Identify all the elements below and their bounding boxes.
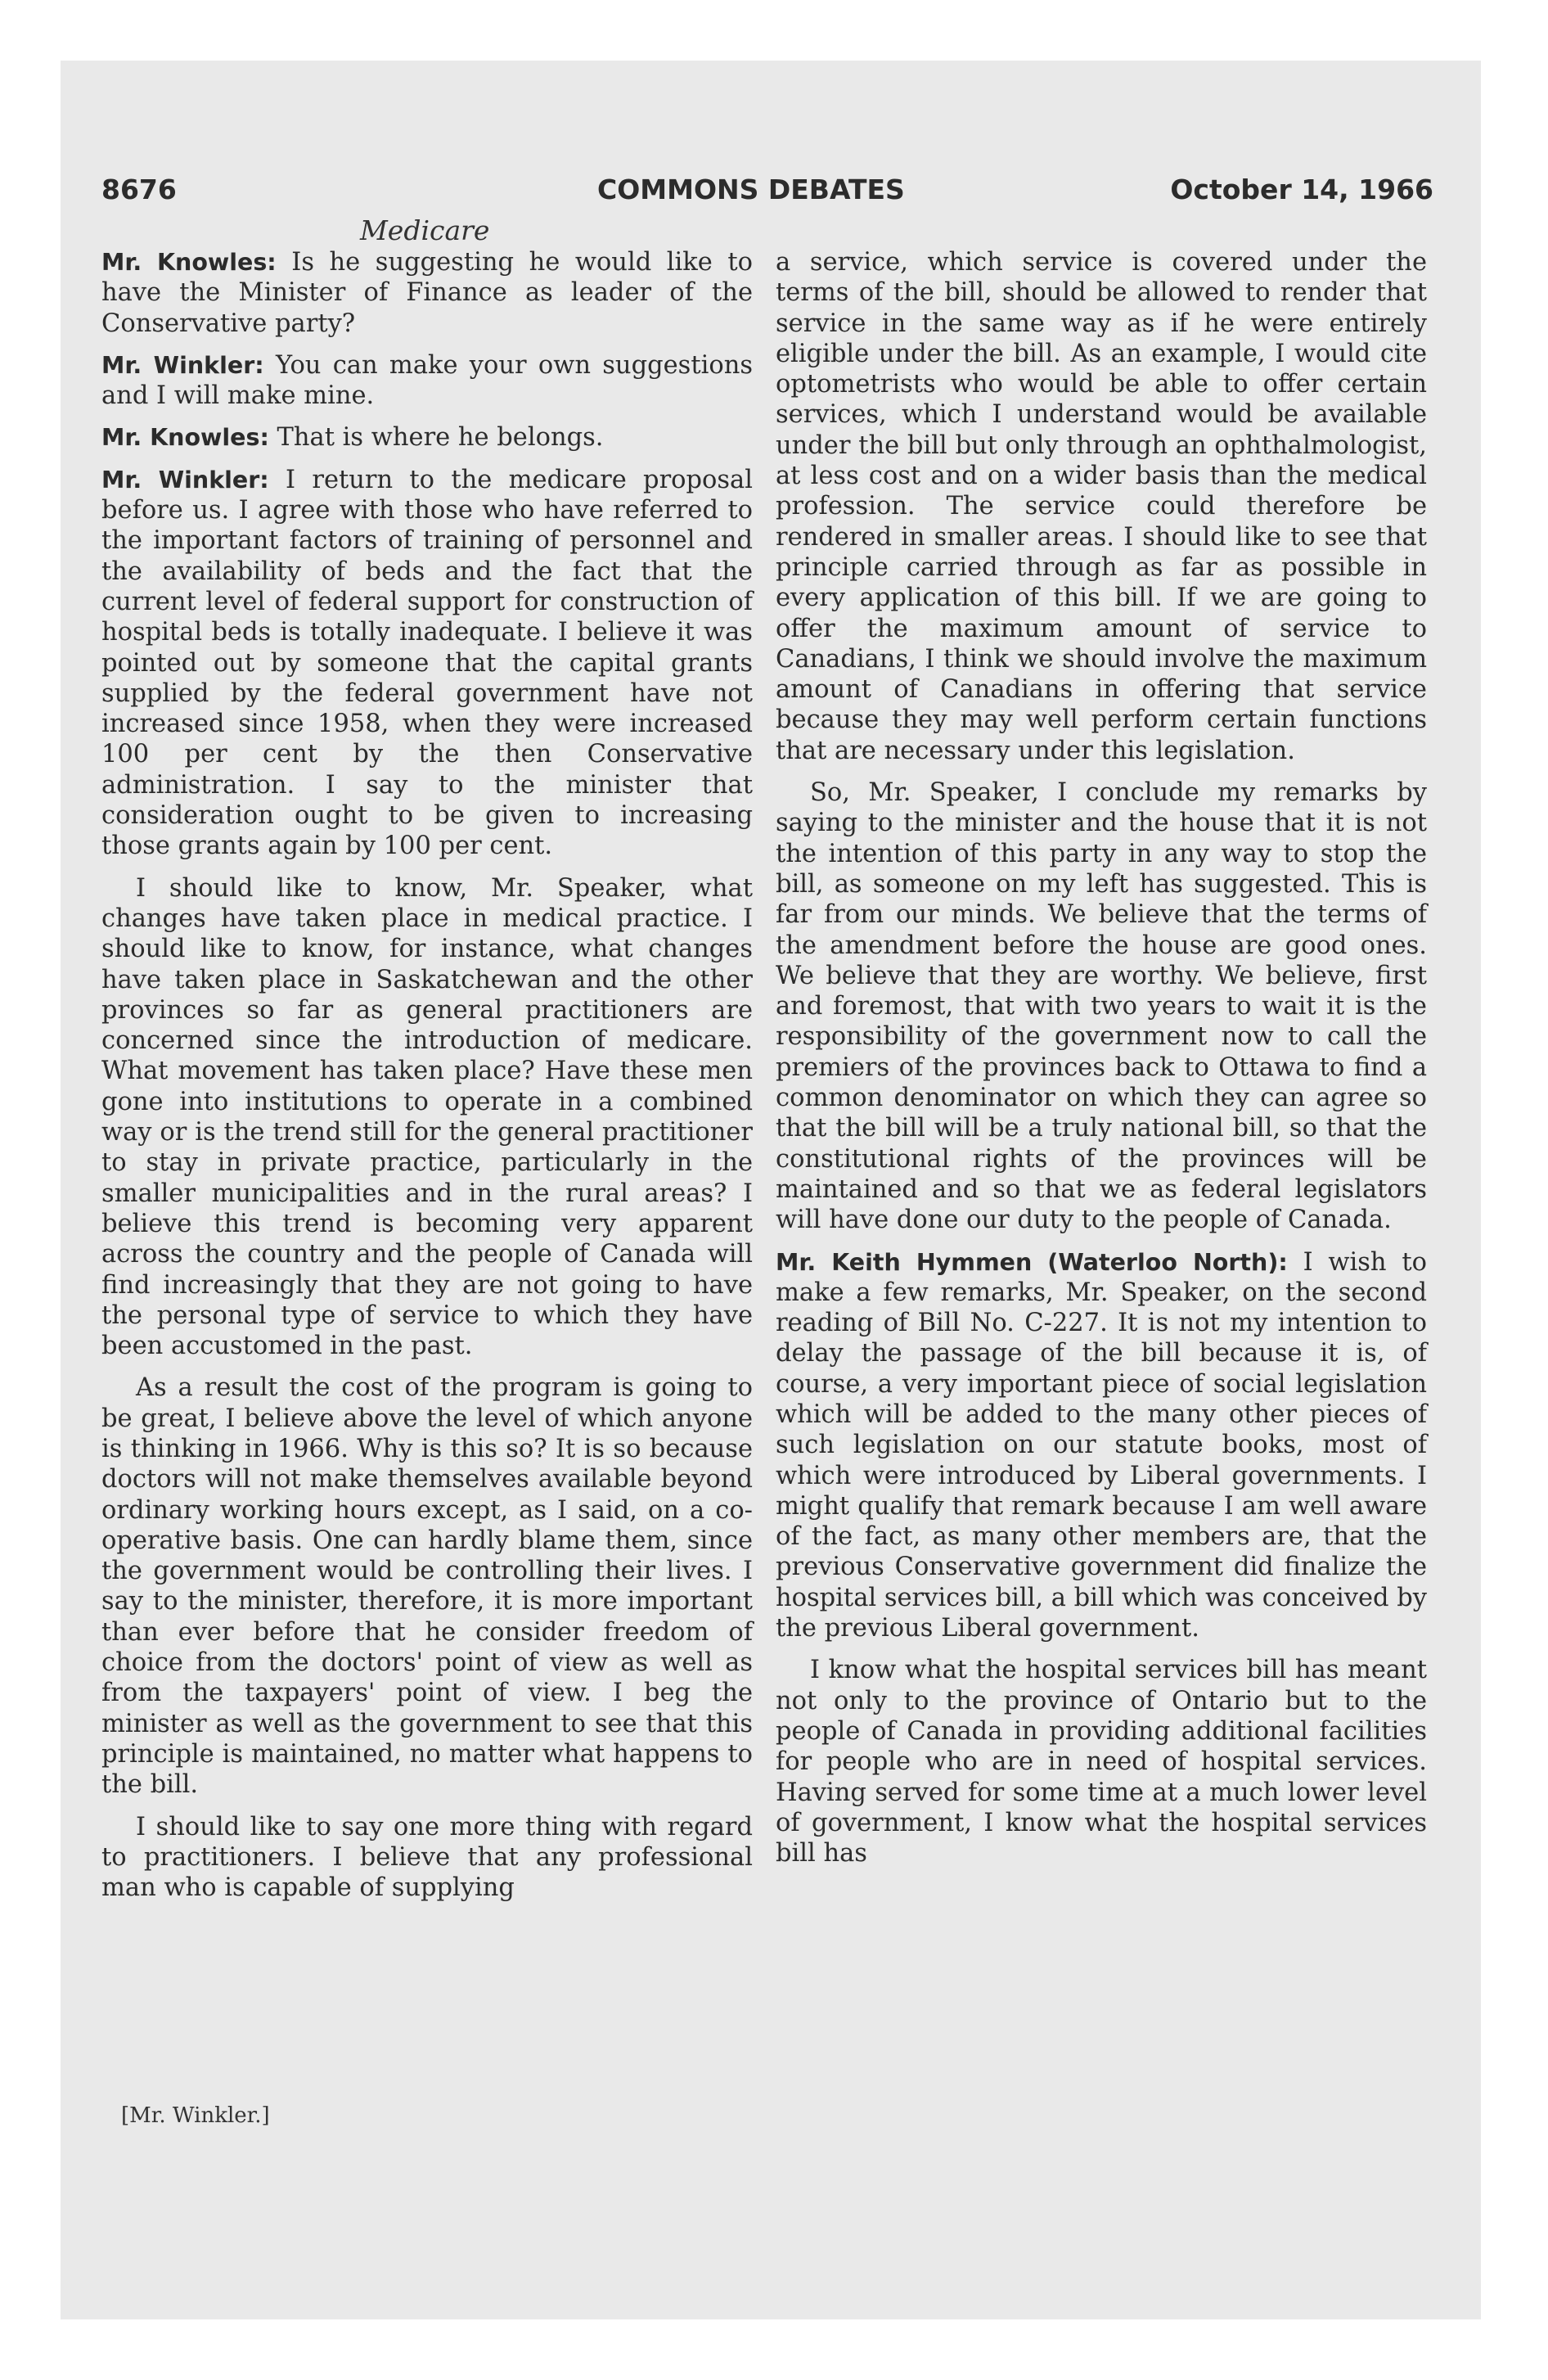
- paragraph: [776, 1247, 1427, 1644]
- paragraph: [776, 778, 1427, 1235]
- speaker-name: Mr. Knowles:: [101, 249, 277, 276]
- subject-heading: Medicare: [360, 214, 490, 246]
- paragraph: [101, 1373, 753, 1800]
- paragraph-text: I should like to know, Mr. Speaker, what changes have taken place in medical practice. I should like to know, for instance, what changes have taken place in Saskatchewan and the other provinces so far as general practitioners are concerned since the introduction of medicare. What movement has taken place? Have these men gone into institutions to operate in a combined way or is the trend still for the general practitioner to stay in private practice, particularly in the smaller municipalities and in the rural areas? I believe this trend is becoming very apparent across the country and the people of Canada will find increasingly that they are not going to have the personal type of service to which they have been accustomed in the past.: [101, 873, 753, 1361]
- paragraph: [101, 350, 753, 412]
- page-header: [101, 174, 1433, 214]
- right-column: [776, 247, 1427, 1880]
- publication-title: COMMONS DEBATES: [597, 174, 905, 205]
- paragraph-text: I return to the medicare proposal before us. I agree with those who have referred to the important factors of training of personnel and the availability of beds and the fact that the current level of federal support for construction of hospital beds is totally inadequate. I believe it was pointed out by someone that the capital grants supplied by the federal government have not increased since 1958, when they were increased 100 per cent by the then Conservative administration. I say to the minister that consideration ought to be given to increasing those grants again by 100 per cent.: [101, 465, 753, 861]
- paragraph: [101, 1812, 753, 1904]
- paragraph: [101, 247, 753, 339]
- paragraph-text: Is he suggesting he would like to have the Minister of Finance as leader of the Conservative party?: [101, 248, 754, 338]
- speaker-name: Mr. Winkler:: [101, 351, 264, 379]
- paragraph-text: So, Mr. Speaker, I conclude my remarks by saying to the minister and the house that it is not the intention of this party in any way to stop the bill, as someone on my left has suggested. This is far from our minds. We believe that the terms of the amendment before the house are good ones. We believe that they are worthy. We believe, first and foremost, that with two years to wait it is the responsibility of the government now to call the premiers of the provinces back to Ottawa to find a common denominator on which they can agree so that the bill will be a truly national bill, so that the constitutional rights of the provinces will be maintained and so that we as federal legislators will have done our duty to the people of Canada.: [776, 778, 1427, 1235]
- paragraph: [776, 247, 1427, 766]
- paragraph: [101, 422, 753, 453]
- speaker-name: Mr. Knowles:: [101, 424, 269, 452]
- left-column: [101, 247, 753, 1914]
- paragraph-text: a service, which service is covered under the terms of the bill, should be allowed to render that service in the same way as if he were entirely eligible under the bill. As an example, I would cite optometrists who would be able to offer certain services, which I understand would be available under the bill but only through an ophthalmologist, at less cost and on a wider basis than the medical profession. The service could therefore be rendered in smaller areas. I should like to see that principle carried through as far as possible in every application of this bill. If we are going to offer the maximum amount of service to Canadians, I think we should involve the maximum amount of Canadians in offering that service because they may well perform certain functions that are necessary under this legislation.: [776, 248, 1427, 765]
- page-date: October 14, 1966: [1170, 174, 1433, 205]
- paragraph-text: That is where he belongs.: [268, 423, 604, 453]
- paragraph-text: You can make your own suggestions and I will make mine.: [101, 350, 753, 411]
- paragraph-text: I should like to say one more thing with regard to practitioners. I believe that any professional man who is capable of supplying: [101, 1812, 753, 1903]
- paragraph: [776, 1655, 1427, 1868]
- speaker-name: Mr. Keith Hymmen (Waterloo North):: [776, 1248, 1288, 1276]
- paragraph-text: I know what the hospital services bill has meant not only to the province of Ontario but to the people of Canada in providing additional facilities for people who are in need of hospital services. Having served for some time at a much lower level of government, I know what the hospital services bill has: [776, 1656, 1427, 1868]
- paragraph-text: I wish to make a few remarks, Mr. Speaker, on the second reading of Bill No. C-227. It is not my intention to delay the passage of the bill because it is, of course, a very important piece of social legislation which will be added to the many other pieces of such legislation on our statute books, most of which were introduced by Liberal governments. I might qualify that remark because I am well aware of the fact, as many other members are, that the previous Conservative government did finalize the hospital services bill, a bill which was conceived by the previous Liberal government.: [776, 1247, 1427, 1643]
- speaker-name: Mr. Winkler:: [101, 466, 269, 494]
- page-number: 8676: [101, 174, 177, 205]
- paragraph: [101, 465, 753, 862]
- speaker-footer: [Mr. Winkler.]: [121, 2103, 270, 2128]
- paragraph: [101, 873, 753, 1362]
- paragraph-text: As a result the cost of the program is going to be great, I believe above the level of which anyone is thinking in 1966. Why is this so? It is so because doctors will not make themselves available beyond ordinary working hours except, as I said, on a co-operative basis. One can hardly blame them, since the government would be controlling their lives. I say to the minister, therefore, it is more important than ever before that he consider freedom of choice from the doctors' point of view as well as from the taxpayers' point of view. I beg the minister as well as the government to see that this principle is maintained, no matter what happens to the bill.: [101, 1373, 753, 1800]
